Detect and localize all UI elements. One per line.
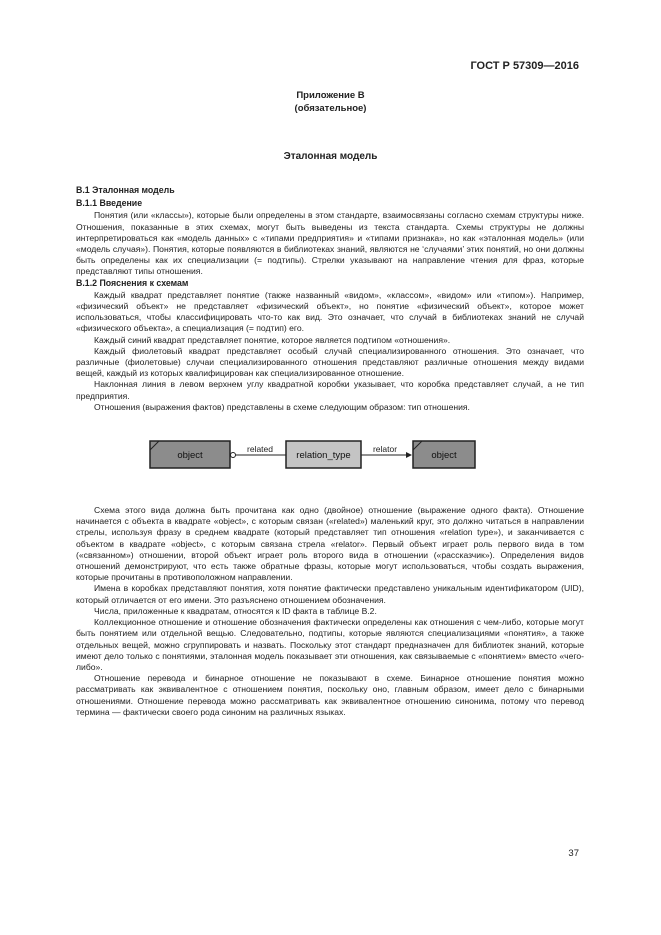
- relation-diagram: [146, 440, 478, 470]
- appendix-heading: [0, 90, 661, 115]
- related-circle: [231, 453, 236, 458]
- page-number: 37: [568, 848, 579, 859]
- section-title: Эталонная модель: [283, 151, 378, 162]
- paragraph-b12-5: Отношения (выражения фактов) представлены в схеме следующим образом: тип отношения.: [94, 401, 470, 412]
- paragraph-b11-1: Понятия (или «классы»), которые были определены в этом стандарте, взаимосвязаны согласно схемам структуры ниже. Отношения, показанные в этих схемах, могут быть выведены из текста стандарта. Схемы структуры не должны интерпретироваться как «модель данных» с «типами предприятия» и «типами признака», но как «эталонная модель» (или «модель случая»). Понятия, которые появляются в библиотеках знаний, являются не ‘случаями’ этих понятий, но они должны быть определены как их специализации (= подтипы). Стрелки указывают на направление чтения для фраз, которые представляют типы отношения.: [76, 210, 584, 277]
- paragraph-b12-1: Каждый квадрат представляет понятие (также названный «видом», «классом», «видом» или «типом»). Например, «физический объект» не представляет «физический объект», но понятие «физический объект», которое может использоваться, чтобы классифицировать что-то как вид. Это означает, что случай в библиотеках знаний не случай «физического объекта», а специализация (= подтип) его.: [76, 289, 584, 334]
- heading-b11: В.1.1 Введение: [76, 198, 143, 209]
- paragraph-b12-9: Коллекционное отношение и отношение обозначения фактически определены как отношения с чем-либо, которые могут быть понятием или отдельной вещью. Следовательно, подтипы, которые являются специализациями «понятия», а также отдельных вещей, можно сгруппировать и назвать. Поскольку этот стандарт предназначен для библиотек знаний, которые имеют дело только с понятиями, эталонная модель показывает эти отношения, как связываемые с «понятием» вместо «чего-либо».: [76, 617, 584, 672]
- paragraph-b12-6: Схема этого вида должна быть прочитана как одно (двойное) отношение (выражение одного факта). Отношение начинается с объекта в квадрате «object», с которым связан («related») маленький круг, это должно читаться в направлении стрелы, используя фразу в среднем квадрате (который представляет тип отношения «relation type»), и заканчивается с объектом в квадрате «object», с которым связана стрела «relator». Первый объект играет роль первого вида в том («связанном») отношении, второй объект играет роль второго вида в отношении («рассказчик»). Определения видов отношений демонстрируют, что есть также обратные фразы, которые могут использоваться, чтобы создать выражения, которые прочитаны в противоположном направлении.: [76, 505, 584, 583]
- paragraph-b12-8: Числа, приложенные к квадратам, относятся к ID факта в таблице В.2.: [94, 605, 377, 616]
- relator-label: relator: [372, 444, 398, 454]
- standard-code: ГОСТ Р 57309—2016: [470, 60, 579, 72]
- related-label: related: [247, 444, 273, 454]
- paragraph-b12-7: Имена в коробках представляют понятия, хотя понятие фактически представлено уникальным идентификатором (UID), который отличается от его имени. Это разъяснено отношением обозначения.: [76, 583, 584, 605]
- paragraph-b12-2: Каждый синий квадрат представляет понятие, которое является подтипом «отношения».: [94, 334, 451, 345]
- appendix-title: Приложение В: [296, 90, 365, 101]
- paragraph-b12-4: Наклонная линия в левом верхнем углу квадратной коробки указывает, что коробка представляет случай, а не тип предприятия.: [76, 379, 584, 401]
- appendix-subtitle: (обязательное): [294, 102, 367, 114]
- object-label-left: object: [177, 450, 203, 461]
- paragraph-b12-3: Каждый фиолетовый квадрат представляет особый случай специализированного отношения. Это означает, что различные (фиолетовые) случаи специализированного отношения представляют различные отношения между видами вещей, каждый из которых квалифицирован как специализированное отношение.: [76, 345, 584, 379]
- heading-b1: В.1 Эталонная модель: [76, 185, 175, 195]
- relation-type-label: relation_type: [296, 450, 351, 461]
- heading-b12: В.1.2 Пояснения к схемам: [76, 277, 189, 288]
- object-label-right: object: [431, 450, 457, 461]
- paragraph-b12-10: Отношение перевода и бинарное отношение не показывают в схеме. Бинарное отношение понятия можно рассматривать как эквивалентное с отношением понятия, поскольку оно, главным образом, имеет дело с бинарными отношениями. Отношение перевода можно рассматривать как эквивалентное отношению синонима, потому что перевод термина — фактически своего рода синоним на различных языках.: [76, 673, 584, 717]
